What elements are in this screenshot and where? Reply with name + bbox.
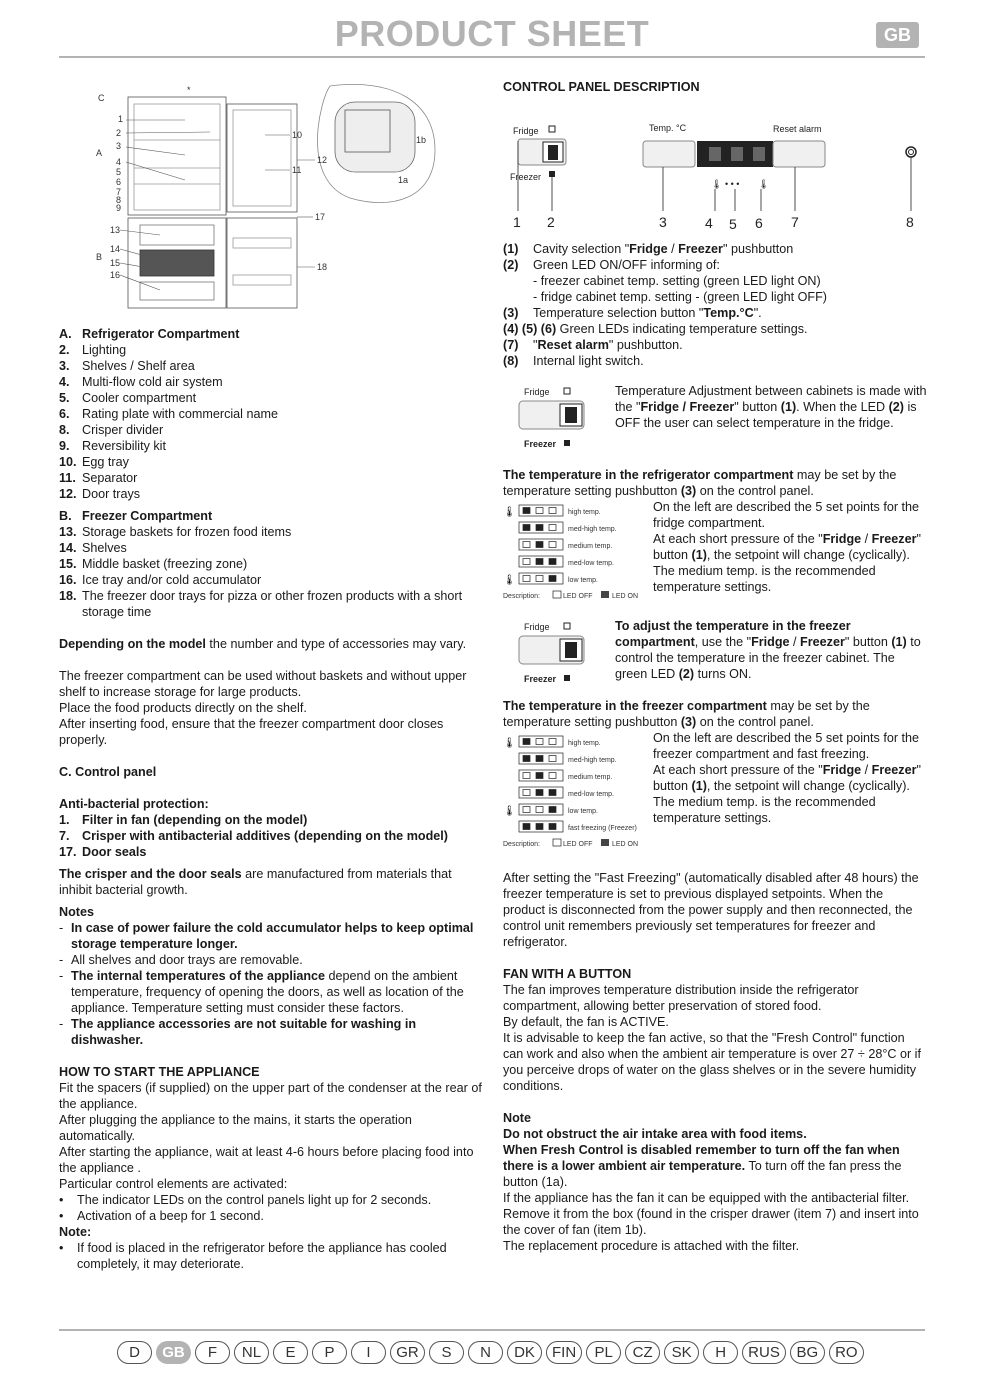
led-on-label: LED ON (612, 593, 639, 600)
note-item: - In case of power failure the cold accumulator helps to keep optimal storage temperature longer. (59, 921, 474, 951)
svg-text:16: 16 (110, 270, 121, 280)
svg-text:7: 7 (116, 187, 122, 197)
antibacterial-heading: Anti-bacterial protection: (59, 797, 209, 811)
svg-text:6: 6 (116, 177, 122, 187)
list-item: 4. Multi-flow cold air system (59, 375, 223, 389)
fan-note-heading: Note (503, 1111, 531, 1125)
bullet-item: • The indicator LEDs on the control panels light up for 2 seconds. (59, 1193, 432, 1207)
freezer-side-text: The medium temp. is the recommended temperature settings. (653, 795, 876, 825)
svg-text:Fridge: Fridge (524, 622, 550, 632)
svg-text:13: 13 (110, 225, 121, 235)
led-setpoint-table (503, 499, 653, 604)
language-option-gb[interactable]: GB (156, 1341, 191, 1364)
language-option-sk[interactable]: SK (664, 1341, 699, 1364)
led-indicator (523, 559, 530, 565)
svg-text:17: 17 (315, 212, 326, 222)
svg-text:6: 6 (755, 215, 763, 231)
led-indicator (549, 807, 556, 813)
freezer-side-text: At each short pressure of the "Fridge / Freezer" button (1), the setpoint will change (cyclically). (653, 763, 921, 793)
svg-text:8: 8 (906, 214, 914, 230)
svg-text:Temp. °C: Temp. °C (649, 123, 687, 133)
freezer-temp-paragraph: The temperature in the freezer compartment may be set by the temperature setting pushbutton (3) on the control panel. (503, 699, 870, 729)
svg-text:*: * (187, 85, 191, 95)
setpoint-label: med-low temp. (568, 791, 614, 798)
cp-item-1: (1) Cavity selection "Fridge / Freezer" pushbutton (503, 242, 794, 256)
led-indicator (523, 542, 530, 548)
freezer-setpoints-block (503, 730, 928, 856)
svg-text:C: C (98, 93, 105, 103)
led-indicator (523, 773, 530, 779)
svg-text:5: 5 (116, 167, 122, 177)
setpoint-label: low temp. (568, 577, 598, 584)
fan-note-bold: Do not obstruct the air intake area with food items. (503, 1127, 807, 1141)
list-item: 14. Shelves (59, 541, 127, 555)
led-off-label: LED OFF (563, 841, 593, 848)
cp-item-8: (8) Internal light switch. (503, 354, 644, 368)
led-indicator (549, 824, 556, 830)
language-option-pl[interactable]: PL (586, 1341, 621, 1364)
svg-text:3: 3 (116, 141, 122, 151)
fan-paragraph: The fan improves temperature distribution inside the refrigerator compartment, allowing better preservation of stored food. (503, 983, 859, 1013)
start-heading: HOW TO START THE APPLIANCE (59, 1065, 260, 1079)
led-indicator (549, 773, 556, 779)
freezer-adjust-block (503, 618, 928, 688)
page-title: PRODUCT SHEET (334, 13, 650, 54)
led-indicator (536, 807, 543, 813)
control-panel-heading: C. Control panel (59, 765, 157, 779)
led-setpoint-table (503, 730, 653, 852)
adjust-text: Temperature Adjustment between cabinets is made with the "Fridge / Freezer" button (1). When the LED (2) is OFF the user can select temperature in the fridge. (615, 384, 927, 430)
note-item: - The internal temperatures of the appliance depend on the ambient temperature, frequency of opening the doors, as well as location of the appliance. Temperature setting must consider these factors. (59, 969, 464, 1015)
svg-text:1a: 1a (398, 175, 409, 185)
led-indicator (523, 807, 530, 813)
start-paragraph: Fit the spacers (if supplied) on the upper part of the condenser at the rear of the appliance. (59, 1081, 482, 1111)
list-item: 10. Egg tray (59, 455, 129, 469)
led-indicator (523, 756, 530, 762)
fridge-side-text: On the left are described the 5 set points for the fridge compartment. (653, 500, 920, 530)
led-indicator (536, 576, 543, 582)
header-rule (59, 56, 925, 58)
section-a-heading: A. Refrigerator Compartment (59, 327, 240, 341)
bullet-item: • If food is placed in the refrigerator before the appliance has cooled completely, it may deteriorate. (59, 1241, 447, 1271)
svg-text:9: 9 (116, 203, 122, 213)
bullet-item: • Activation of a beep for 1 second. (59, 1209, 264, 1223)
led-indicator (523, 525, 530, 531)
led-indicator (523, 824, 530, 830)
fan-note-paragraph: The replacement procedure is attached with the filter. (503, 1239, 800, 1253)
setpoint-label: high temp. (568, 740, 601, 747)
language-option-n[interactable]: N (468, 1341, 503, 1364)
language-selector (117, 1341, 864, 1364)
svg-text:A: A (96, 148, 103, 158)
cp-item-2: (2) Green LED ON/OFF informing of: (503, 258, 720, 272)
list-item: 9. Reversibility kit (59, 439, 166, 453)
setpoint-label: medium temp. (568, 774, 613, 781)
freezer-button-icon (503, 618, 615, 688)
svg-text:18: 18 (317, 262, 328, 272)
list-item: 3. Shelves / Shelf area (59, 359, 195, 373)
svg-text:12: 12 (317, 155, 328, 165)
language-option-e[interactable]: E (273, 1341, 308, 1364)
led-indicator (536, 824, 543, 830)
thermometer-icon: 🌡 (503, 806, 516, 817)
crisper-paragraph: The crisper and the door seals are manufactured from materials that inhibit bacterial growth. (59, 867, 452, 897)
freezer-side-text: On the left are described the 5 set points for the freezer compartment and fast freezing. (653, 731, 920, 761)
fan-heading: FAN WITH A BUTTON (503, 967, 632, 981)
led-indicator (536, 508, 543, 514)
list-item: 16. Ice tray and/or cold accumulator (59, 573, 262, 587)
svg-text:11: 11 (292, 165, 302, 175)
svg-text:2: 2 (116, 128, 122, 138)
led-indicator (523, 508, 530, 514)
fridge-temp-paragraph: The temperature in the refrigerator compartment may be set by the temperature setting pushbutton (3) on the control panel. (503, 468, 897, 498)
freezer-paragraph-3: After inserting food, ensure that the freezer compartment door closes properly. (59, 717, 444, 747)
setpoint-label: fast freezing (Freezer) (568, 825, 637, 832)
list-item: 8. Crisper divider (59, 423, 164, 437)
fridge-setpoints-block (503, 499, 928, 608)
control-panel-diagram (503, 101, 928, 231)
led-off-label: LED OFF (563, 593, 593, 600)
setpoint-label: low temp. (568, 808, 598, 815)
list-item: 11. Separator (59, 471, 138, 485)
led-indicator (523, 739, 530, 745)
list-item: 13. Storage baskets for frozen food items (59, 525, 292, 539)
led-indicator (549, 790, 556, 796)
led-indicator (523, 576, 530, 582)
svg-text:Freezer: Freezer (524, 674, 557, 684)
led-indicator (549, 508, 556, 514)
start-paragraph: Particular control elements are activated: (59, 1177, 288, 1191)
svg-text:10: 10 (292, 130, 303, 140)
language-option-bg[interactable]: BG (790, 1341, 825, 1364)
led-indicator (549, 559, 556, 565)
list-item: 17. Door seals (59, 845, 147, 859)
led-indicator (523, 790, 530, 796)
svg-text:14: 14 (110, 244, 121, 254)
svg-text:Reset alarm: Reset alarm (773, 124, 822, 134)
fast-freezing-paragraph: After setting the "Fast Freezing" (automatically disabled after 48 hours) the freezer temperature is set to previous displayed setpoints. When the product is disconnected from the power supply and then reconnected, the control unit remembers previously set temperatures for freezer and refrigerator. (503, 871, 919, 949)
led-indicator (536, 790, 543, 796)
svg-text:4: 4 (116, 157, 122, 167)
led-indicator (536, 756, 543, 762)
svg-text:Fridge: Fridge (524, 387, 550, 397)
start-paragraph: After plugging the appliance to the mains, it starts the operation automatically. (59, 1113, 412, 1143)
freezer-paragraph-2: Place the food products directly on the shelf. (59, 701, 307, 715)
led-indicator (536, 542, 543, 548)
led-indicator (549, 739, 556, 745)
list-item: 18. The freezer door trays for pizza or other frozen products with a short storage time (59, 589, 463, 619)
setpoint-label: medium temp. (568, 543, 613, 550)
svg-text:🌡: 🌡 (711, 179, 723, 189)
language-option-f[interactable]: F (195, 1341, 230, 1364)
cp-sub-2: - fridge cabinet temp. setting - (green LED light OFF) (533, 290, 827, 304)
language-option-s[interactable]: S (429, 1341, 464, 1364)
svg-text:Freezer: Freezer (524, 439, 557, 449)
setpoint-label: med-high temp. (568, 526, 617, 533)
thermometer-icon: 🌡 (503, 507, 516, 518)
notes-heading: Notes (59, 905, 94, 919)
cp-sub-1: - freezer cabinet temp. setting (green LED light ON) (533, 274, 821, 288)
language-option-nl[interactable]: NL (234, 1341, 269, 1364)
footer-rule (59, 1329, 925, 1331)
description-label: Description: (503, 593, 540, 600)
start-paragraph: After starting the appliance, wait at least 4-6 hours before placing food into the appliance . (59, 1145, 474, 1175)
svg-text:Fridge: Fridge (513, 126, 539, 136)
language-option-fin[interactable]: FIN (546, 1341, 582, 1364)
setpoint-label: high temp. (568, 509, 601, 516)
language-option-dk[interactable]: DK (507, 1341, 542, 1364)
cp-item-7: (7) "Reset alarm" pushbutton. (503, 338, 683, 352)
setpoint-label: med-high temp. (568, 757, 617, 764)
svg-text:1: 1 (118, 114, 124, 124)
svg-text:15: 15 (110, 258, 121, 268)
depending-paragraph: Depending on the model the number and type of accessories may vary. (59, 637, 467, 651)
description-label: Description: (503, 841, 540, 848)
language-option-rus[interactable]: RUS (742, 1341, 786, 1364)
list-item: 12. Door trays (59, 487, 141, 501)
fan-note-paragraph: When Fresh Control is disabled remember to turn off the fan when there is a lower ambient air temperature. To turn off the fan press the button (1a). (503, 1143, 902, 1189)
svg-text:Freezer: Freezer (510, 172, 542, 182)
language-badge: GB (876, 22, 919, 48)
list-item: 5. Cooler compartment (59, 391, 197, 405)
thermometer-icon: 🌡 (503, 738, 516, 749)
led-indicator (549, 576, 556, 582)
fridge-diagram (90, 80, 440, 315)
language-option-i[interactable]: I (351, 1341, 386, 1364)
svg-text:1: 1 (513, 214, 521, 230)
led-indicator (536, 739, 543, 745)
led-on-label: LED ON (612, 841, 639, 848)
setpoint-label: med-low temp. (568, 560, 614, 567)
language-option-ro[interactable]: RO (829, 1341, 864, 1364)
fridge-button-icon (503, 383, 615, 453)
svg-text:• • •: • • • (725, 179, 740, 189)
note-item: - The appliance accessories are not suitable for washing in dishwasher. (59, 1017, 417, 1047)
list-item: 1. Filter in fan (depending on the model) (59, 813, 308, 827)
freezer-paragraph-1: The freezer compartment can be used without baskets and without upper shelf to increase storage for large products. (59, 669, 467, 699)
led-indicator (536, 559, 543, 565)
language-option-h[interactable]: H (703, 1341, 738, 1364)
left-column (59, 326, 484, 1272)
list-item: 6. Rating plate with commercial name (59, 407, 278, 421)
led-indicator (549, 525, 556, 531)
adjust-block (503, 383, 928, 453)
svg-text:4: 4 (705, 215, 713, 231)
language-option-d[interactable]: D (117, 1341, 152, 1364)
svg-text:🌡: 🌡 (758, 179, 770, 189)
language-option-gr[interactable]: GR (390, 1341, 425, 1364)
thermometer-icon: 🌡 (503, 575, 516, 586)
right-column (503, 79, 928, 1254)
list-item: 2. Lighting (59, 343, 127, 357)
list-item: 7. Crisper with antibacterial additives (depending on the model) (59, 829, 448, 843)
svg-text:3: 3 (659, 214, 667, 230)
svg-text:1b: 1b (416, 135, 427, 145)
language-option-p[interactable]: P (312, 1341, 347, 1364)
freezer-adjust-text: To adjust the temperature in the freezer compartment, use the "Fridge / Freezer" button (1) to control the temperature in the freezer cabinet. The green LED (2) turns ON. (615, 619, 921, 681)
list-item: 15. Middle basket (freezing zone) (59, 557, 248, 571)
fan-paragraph: It is advisable to keep the fan active, so that the "Fresh Control" function can work and also when the ambient air temperature is over 27 ÷ 28°C or if you perceive drops of water on the glass shelves or in the severe humidity conditions. (503, 1031, 921, 1093)
led-indicator (536, 525, 543, 531)
led-indicator (536, 773, 543, 779)
fan-paragraph: By default, the fan is ACTIVE. (503, 1015, 669, 1029)
fan-note-paragraph: If the appliance has the fan it can be equipped with the antibacterial filter. (503, 1191, 910, 1205)
fan-note-paragraph: Remove it from the box (found in the crisper drawer (item 7) and insert into the cover of fan (item 1b). (503, 1207, 919, 1237)
control-panel-description-heading: CONTROL PANEL DESCRIPTION (503, 80, 700, 94)
svg-text:5: 5 (729, 216, 737, 231)
note-item: - All shelves and door trays are removable. (59, 953, 303, 967)
fridge-side-text: At each short pressure of the "Fridge / Freezer" button (1), the setpoint will change (cyclically). (653, 532, 921, 562)
language-option-cz[interactable]: CZ (625, 1341, 660, 1364)
fridge-side-text: The medium temp. is the recommended temperature settings. (653, 564, 876, 594)
section-b-heading: B. Freezer Compartment (59, 509, 213, 523)
led-indicator (549, 756, 556, 762)
svg-text:2: 2 (547, 214, 555, 230)
cp-item-456: (4) (5) (6) Green LEDs indicating temperature settings. (503, 322, 808, 336)
svg-text:7: 7 (791, 214, 799, 230)
note-heading: Note: (59, 1225, 92, 1239)
svg-text:B: B (96, 252, 103, 262)
led-indicator (549, 542, 556, 548)
cp-item-3: (3) Temperature selection button "Temp.°C". (503, 306, 762, 320)
svg-text:8: 8 (116, 195, 122, 205)
